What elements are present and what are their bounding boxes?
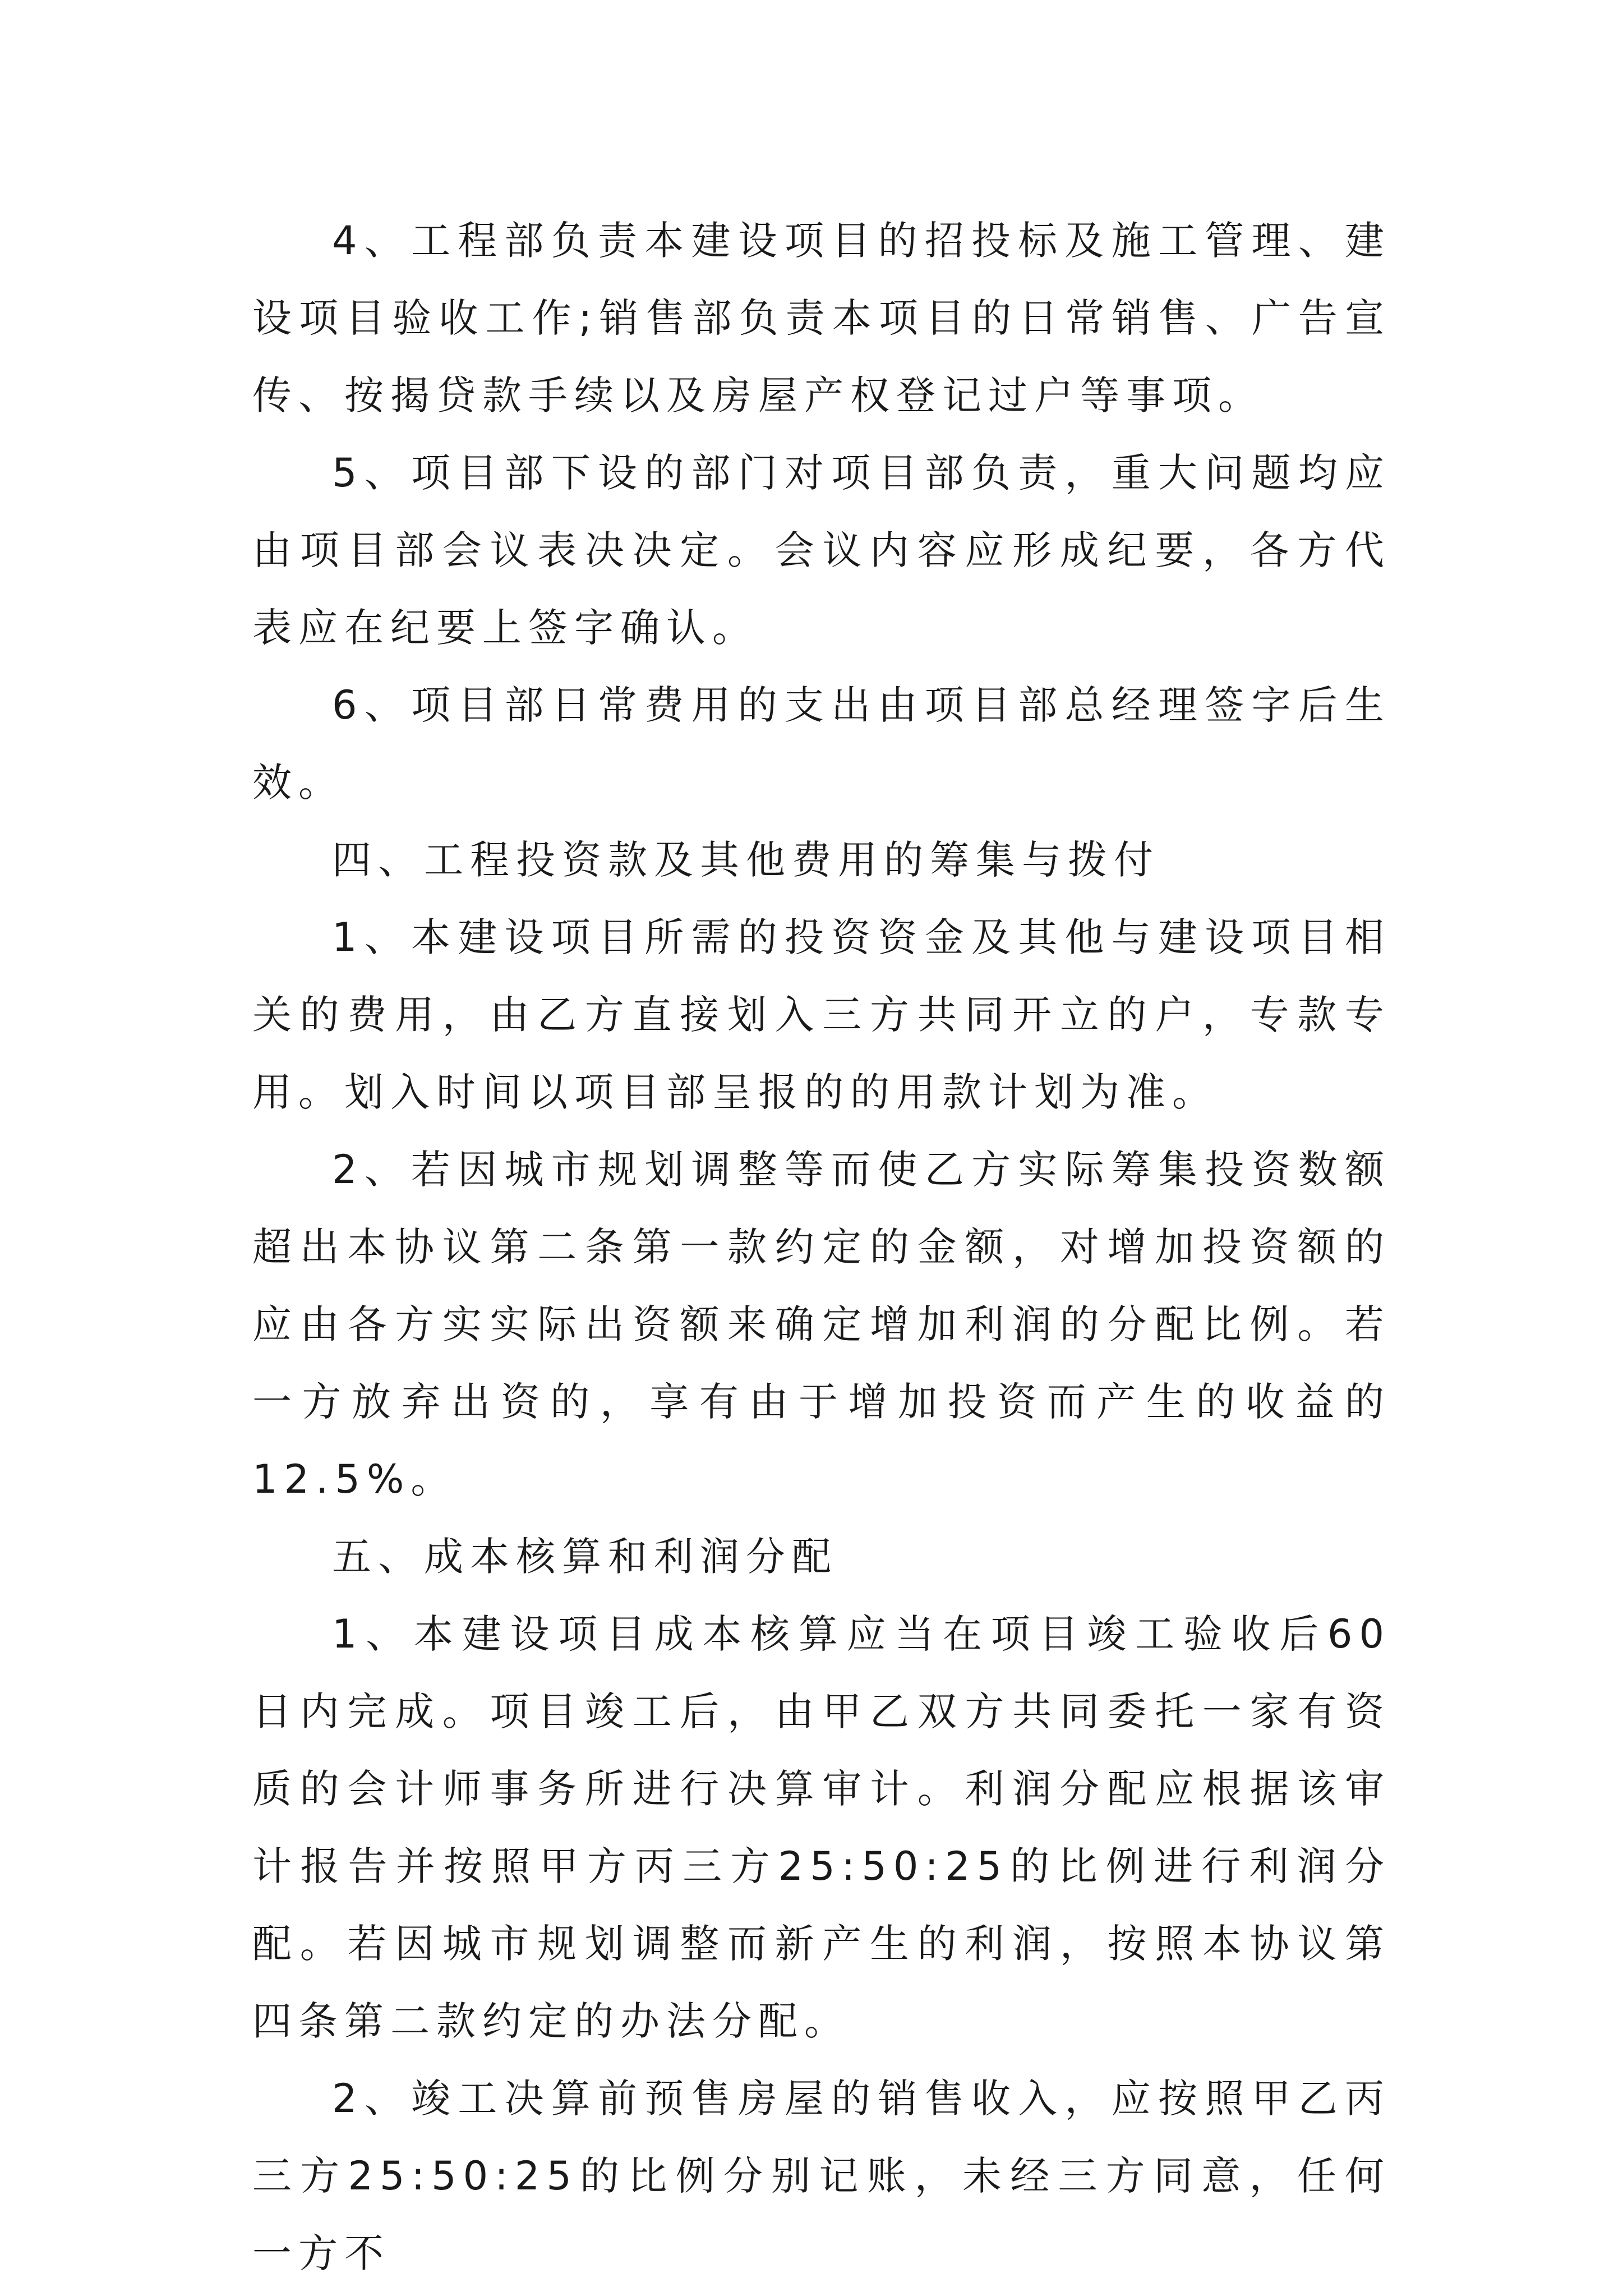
paragraph-item-5-subdepartments: 5、项目部下设的部门对项目部负责，重大问题均应由项目部会议表决决定。会议内容应形成纪要，各方代表应在纪要上签字确认。 [252,450,1391,651]
paragraph-item-2-planning-adjustment: 2、若因城市规划调整等而使乙方实际筹集投资数额超出本协议第二条第一款约定的金额，对增加投资额的应由各方实实际出资额来确定增加利润的分配比例。若一方放弃出资的，享有由于增加投资而产生的收益的12.5%。 [252,1147,1391,1502]
paragraph-item-6-daily-expenses: 6、项目部日常费用的支出由项目部总经理签字后生效。 [252,682,1391,806]
paragraph-item-4-engineering-dept: 4、工程部负责本建设项目的招投标及施工管理、建设项目验收工作;销售部负责本项目的日常销售、广告宣传、按揭贷款手续以及房屋产权登记过户等事项。 [252,218,1391,418]
paragraph-item-2-presale-revenue: 2、竣工决算前预售房屋的销售收入，应按照甲乙丙三方25:50:25的比例分别记账，未经三方同意，任何一方不 [252,2076,1391,2276]
paragraph-item-1-cost-accounting: 1、本建设项目成本核算应当在项目竣工验收后60日内完成。项目竣工后，由甲乙双方共同委托一家有资质的会计师事务所进行决算审计。利润分配应根据该审计报告并按照甲方丙三方25:50:25的比例进行利润分配。若因城市规划调整而新产生的利润，按照本协议第四条第二款约定的办法分配。 [252,1611,1391,2044]
section-heading-4-investment: 四、工程投资款及其他费用的筹集与拨付 [332,837,1160,883]
section-heading-5-cost-profit: 五、成本核算和利润分配 [332,1534,838,1580]
paragraph-item-1-investment-funds: 1、本建设项目所需的投资资金及其他与建设项目相关的费用，由乙方直接划入三方共同开立的户，专款专用。划入时间以项目部呈报的的用款计划为准。 [252,914,1391,1115]
document-body [252,202,1391,2292]
